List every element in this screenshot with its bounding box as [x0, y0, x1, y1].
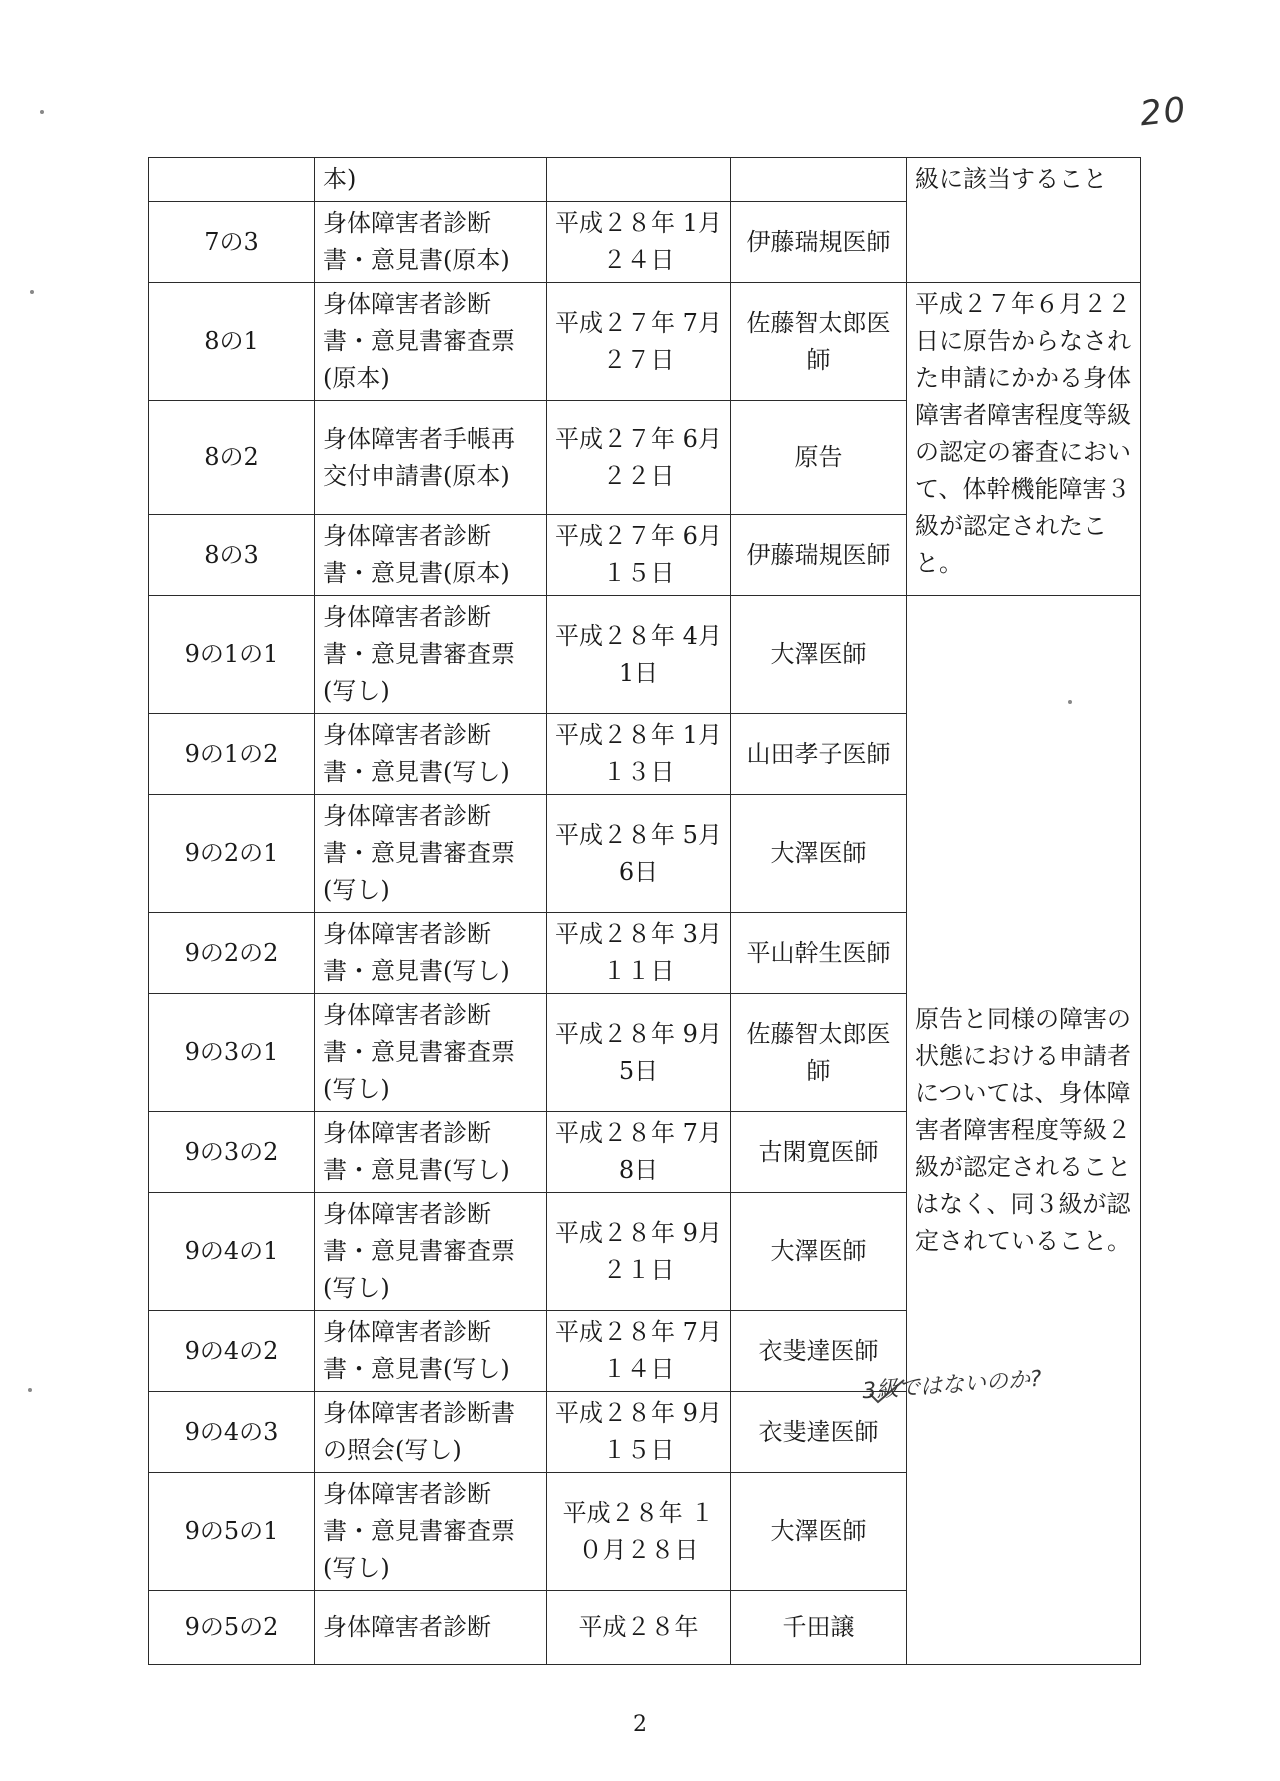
document-author: 伊藤瑞規医師: [731, 515, 907, 596]
document-author: 衣斐達医師: [731, 1392, 907, 1473]
row-number: 9の1の2: [149, 714, 315, 795]
document-title: 身体障害者診断書の照会(写し): [315, 1392, 547, 1473]
document-author: 佐藤智太郎医師: [731, 994, 907, 1112]
document-date: 平成２７年 6月１５日: [547, 515, 731, 596]
document-date: 平成２８年 4月1日: [547, 596, 731, 714]
document-title: 身体障害者診断書・意見書(写し): [315, 913, 547, 994]
remark-cell: 級に該当すること: [907, 158, 1141, 283]
document-date: 平成２８年 7月１４日: [547, 1311, 731, 1392]
row-number: 9の1の1: [149, 596, 315, 714]
document-author: 千田譲: [731, 1591, 907, 1665]
document-date: 平成２８年 7月8日: [547, 1112, 731, 1193]
document-date: 平成２８年 9月5日: [547, 994, 731, 1112]
row-number: 9の4の2: [149, 1311, 315, 1392]
handwritten-annotation: 3級ではないのか?: [861, 1366, 1043, 1405]
document-author: 大澤医師: [731, 795, 907, 913]
document-title: 身体障害者診断書・意見書(写し): [315, 1112, 547, 1193]
document-date: [547, 158, 731, 202]
document-author: 衣斐達医師: [731, 1311, 907, 1392]
remark-cell: 原告と同様の障害の状態における申請者については、身体障害者障害程度等級２級が認定されることはなく、同３級が認定されていること。: [907, 596, 1141, 1665]
document-date: 平成２８年 1月２４日: [547, 202, 731, 283]
row-number: 8の3: [149, 515, 315, 596]
row-number: 7の3: [149, 202, 315, 283]
document-date: 平成２８年 5月6日: [547, 795, 731, 913]
document-title: 身体障害者診断書・意見書審査票(写し): [315, 994, 547, 1112]
table-row: [149, 596, 1141, 714]
document-date: 平成２８年 3月１１日: [547, 913, 731, 994]
handwritten-page-number: 20: [1138, 89, 1190, 135]
document-author: [731, 158, 907, 202]
document-title: 身体障害者診断書・意見書審査票(写し): [315, 1193, 547, 1311]
document-date: 平成２７年 6月２２日: [547, 401, 731, 515]
row-number: 8の2: [149, 401, 315, 515]
document-title: 身体障害者手帳再交付申請書(原本): [315, 401, 547, 515]
scan-speck: [40, 110, 44, 114]
document-title: 本): [315, 158, 547, 202]
document-title: 身体障害者診断書・意見書(写し): [315, 1311, 547, 1392]
row-number: 9の3の2: [149, 1112, 315, 1193]
document-title: 身体障害者診断書・意見書審査票(写し): [315, 1473, 547, 1591]
row-number: 9の5の1: [149, 1473, 315, 1591]
table-row: [149, 283, 1141, 401]
document-author: 佐藤智太郎医師: [731, 283, 907, 401]
row-number: [149, 158, 315, 202]
document-title: 身体障害者診断書・意見書(原本): [315, 515, 547, 596]
scan-speck: [28, 1388, 32, 1392]
row-number: 9の5の2: [149, 1591, 315, 1665]
document-title: 身体障害者診断書・意見書(原本): [315, 202, 547, 283]
page-number: 2: [633, 1712, 647, 1737]
document-author: 大澤医師: [731, 596, 907, 714]
document-author: 伊藤瑞規医師: [731, 202, 907, 283]
row-number: 9の2の2: [149, 913, 315, 994]
document-date: 平成２８年 9月２１日: [547, 1193, 731, 1311]
document-date: 平成２８年 1月１３日: [547, 714, 731, 795]
row-number: 9の4の3: [149, 1392, 315, 1473]
evidence-table: [148, 157, 1141, 1665]
row-number: 8の1: [149, 283, 315, 401]
document-author: 大澤医師: [731, 1473, 907, 1591]
document-author: 原告: [731, 401, 907, 515]
row-number: 9の4の1: [149, 1193, 315, 1311]
scan-speck: [1068, 700, 1072, 704]
document-author: 山田孝子医師: [731, 714, 907, 795]
document-author: 大澤医師: [731, 1193, 907, 1311]
row-number: 9の3の1: [149, 994, 315, 1112]
document-date: 平成２８年 １０月２８日: [547, 1473, 731, 1591]
row-number: 9の2の1: [149, 795, 315, 913]
document-author: 古閑寛医師: [731, 1112, 907, 1193]
remark-cell: 平成２７年６月２２日に原告からなされた申請にかかる身体障害者障害程度等級の認定の審査において、体幹機能障害３級が認定されたこと。: [907, 283, 1141, 596]
table-row: [149, 158, 1141, 202]
document-title: 身体障害者診断書・意見書審査票(原本): [315, 283, 547, 401]
document-title: 身体障害者診断書・意見書審査票(写し): [315, 795, 547, 913]
document-title: 身体障害者診断書・意見書(写し): [315, 714, 547, 795]
document-date: 平成２８年: [547, 1591, 731, 1665]
document-title: 身体障害者診断: [315, 1591, 547, 1665]
document-date: 平成２７年 7月２７日: [547, 283, 731, 401]
scan-speck: [30, 290, 34, 294]
document-date: 平成２８年 9月１５日: [547, 1392, 731, 1473]
document-author: 平山幹生医師: [731, 913, 907, 994]
document-title: 身体障害者診断書・意見書審査票(写し): [315, 596, 547, 714]
